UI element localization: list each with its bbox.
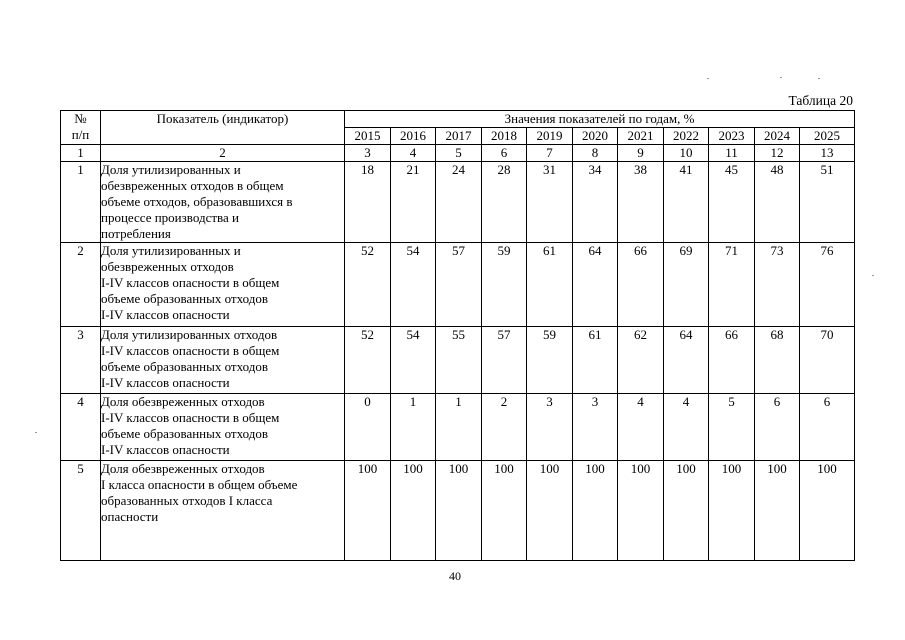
indicator-line: I класса опасности в общем объеме <box>101 477 298 492</box>
row-number: 2 <box>61 243 101 327</box>
scan-speck <box>780 77 782 78</box>
header-row-1 <box>61 111 855 128</box>
column-number-7: 7 <box>527 145 573 162</box>
value-cell-2024: 48 <box>755 162 800 243</box>
indicator-line: обезвреженных отходов в общем <box>101 178 284 193</box>
value-cell-2025: 100 <box>800 461 855 561</box>
value-cell-2015: 52 <box>345 327 391 394</box>
column-number-11: 11 <box>709 145 755 162</box>
column-number-8: 8 <box>573 145 618 162</box>
value-cell-2015: 18 <box>345 162 391 243</box>
year-header-2017: 2017 <box>436 128 482 145</box>
value-cell-2019: 31 <box>527 162 573 243</box>
value-cell-2019: 59 <box>527 327 573 394</box>
value-cell-2024: 6 <box>755 394 800 461</box>
indicator-cell <box>101 461 345 561</box>
page-number: 40 <box>449 569 461 583</box>
column-number-13: 13 <box>800 145 855 162</box>
indicator-line: Доля обезвреженных отходов <box>101 394 265 409</box>
indicators-table <box>60 110 855 561</box>
value-cell-2023: 5 <box>709 394 755 461</box>
column-number-2: 2 <box>101 145 345 162</box>
indicator-line: I-IV классов опасности в общем <box>101 275 280 290</box>
indicator-line: потребления <box>101 226 171 241</box>
value-cell-2023: 45 <box>709 162 755 243</box>
value-cell-2023: 71 <box>709 243 755 327</box>
value-cell-2018: 59 <box>482 243 527 327</box>
column-number-5: 5 <box>436 145 482 162</box>
indicator-line: I-IV классов опасности в общем <box>101 410 280 425</box>
value-cell-2022: 100 <box>664 461 709 561</box>
value-cell-2021: 62 <box>618 327 664 394</box>
value-cell-2020: 100 <box>573 461 618 561</box>
indicator-line: объеме отходов, образовавшихся в <box>101 194 293 209</box>
column-number-10: 10 <box>664 145 709 162</box>
indicator-line: процессе производства и <box>101 210 239 225</box>
value-cell-2016: 54 <box>391 243 436 327</box>
value-cell-2022: 64 <box>664 327 709 394</box>
value-cell-2023: 66 <box>709 327 755 394</box>
value-cell-2017: 55 <box>436 327 482 394</box>
value-cell-2025: 76 <box>800 243 855 327</box>
indicator-cell <box>101 327 345 394</box>
value-cell-2017: 1 <box>436 394 482 461</box>
value-cell-2024: 100 <box>755 461 800 561</box>
year-header-2024: 2024 <box>755 128 800 145</box>
value-cell-2016: 1 <box>391 394 436 461</box>
value-cell-2023: 100 <box>709 461 755 561</box>
value-cell-2018: 100 <box>482 461 527 561</box>
table-row <box>61 243 855 327</box>
value-cell-2025: 70 <box>800 327 855 394</box>
indicator-line: обезвреженных отходов <box>101 259 234 274</box>
indicator-cell <box>101 162 345 243</box>
value-cell-2016: 54 <box>391 327 436 394</box>
num-header-line2: п/п <box>71 127 90 142</box>
indicator-line: Доля обезвреженных отходов <box>101 461 265 476</box>
indicator-line: I-IV классов опасности <box>101 307 230 322</box>
indicator-line: I-IV классов опасности в общем <box>101 343 280 358</box>
value-cell-2022: 41 <box>664 162 709 243</box>
indicator-line: Доля утилизированных отходов <box>101 327 278 342</box>
value-cell-2020: 3 <box>573 394 618 461</box>
year-header-2021: 2021 <box>618 128 664 145</box>
year-header-2025: 2025 <box>800 128 855 145</box>
column-number-9: 9 <box>618 145 664 162</box>
indicator-line: объеме образованных отходов <box>101 291 269 306</box>
value-cell-2021: 38 <box>618 162 664 243</box>
indicator-line: Доля утилизированных и <box>101 243 241 258</box>
year-header-2023: 2023 <box>709 128 755 145</box>
value-cell-2019: 100 <box>527 461 573 561</box>
value-cell-2024: 73 <box>755 243 800 327</box>
table-row <box>61 461 855 561</box>
indicator-line: I-IV классов опасности <box>101 442 230 457</box>
column-number-4: 4 <box>391 145 436 162</box>
scan-speck <box>872 275 874 276</box>
year-header-2018: 2018 <box>482 128 527 145</box>
row-number: 4 <box>61 394 101 461</box>
value-cell-2018: 2 <box>482 394 527 461</box>
year-header-2015: 2015 <box>345 128 391 145</box>
value-cell-2018: 28 <box>482 162 527 243</box>
indicator-line: I-IV классов опасности <box>101 375 230 390</box>
value-cell-2020: 34 <box>573 162 618 243</box>
value-cell-2017: 24 <box>436 162 482 243</box>
scan-speck <box>818 78 820 79</box>
num-header-line1: № <box>74 111 87 126</box>
values-header-cell: Значения показателей по годам, % <box>345 111 855 128</box>
indicator-line: Доля утилизированных и <box>101 162 241 177</box>
value-cell-2017: 57 <box>436 243 482 327</box>
value-cell-2016: 21 <box>391 162 436 243</box>
value-cell-2025: 51 <box>800 162 855 243</box>
value-cell-2019: 3 <box>527 394 573 461</box>
value-cell-2015: 0 <box>345 394 391 461</box>
value-cell-2018: 57 <box>482 327 527 394</box>
value-cell-2025: 6 <box>800 394 855 461</box>
value-cell-2021: 100 <box>618 461 664 561</box>
indicator-header-cell: Показатель (индикатор) <box>101 111 345 145</box>
row-number: 5 <box>61 461 101 561</box>
value-cell-2019: 61 <box>527 243 573 327</box>
value-cell-2017: 100 <box>436 461 482 561</box>
row-number: 3 <box>61 327 101 394</box>
table-row <box>61 394 855 461</box>
value-cell-2020: 61 <box>573 327 618 394</box>
table-row <box>61 162 855 243</box>
column-number-3: 3 <box>345 145 391 162</box>
value-cell-2015: 100 <box>345 461 391 561</box>
value-cell-2022: 4 <box>664 394 709 461</box>
indicator-cell <box>101 394 345 461</box>
scan-speck <box>707 78 709 79</box>
year-header-2019: 2019 <box>527 128 573 145</box>
year-header-2020: 2020 <box>573 128 618 145</box>
value-cell-2020: 64 <box>573 243 618 327</box>
year-header-2022: 2022 <box>664 128 709 145</box>
indicator-line: опасности <box>101 509 159 524</box>
value-cell-2024: 68 <box>755 327 800 394</box>
value-cell-2022: 69 <box>664 243 709 327</box>
indicator-line: объеме образованных отходов <box>101 426 269 441</box>
year-header-2016: 2016 <box>391 128 436 145</box>
indicator-cell <box>101 243 345 327</box>
value-cell-2016: 100 <box>391 461 436 561</box>
value-cell-2021: 66 <box>618 243 664 327</box>
indicator-line: объеме образованных отходов <box>101 359 269 374</box>
scan-speck <box>35 432 37 433</box>
row-number: 1 <box>61 162 101 243</box>
column-number-6: 6 <box>482 145 527 162</box>
num-header-cell <box>61 111 101 145</box>
table-caption: Таблица 20 <box>788 93 853 108</box>
value-cell-2021: 4 <box>618 394 664 461</box>
column-number-1: 1 <box>61 145 101 162</box>
value-cell-2015: 52 <box>345 243 391 327</box>
table-row <box>61 327 855 394</box>
indicator-line: образованных отходов I класса <box>101 493 273 508</box>
column-number-row <box>61 145 855 162</box>
column-number-12: 12 <box>755 145 800 162</box>
